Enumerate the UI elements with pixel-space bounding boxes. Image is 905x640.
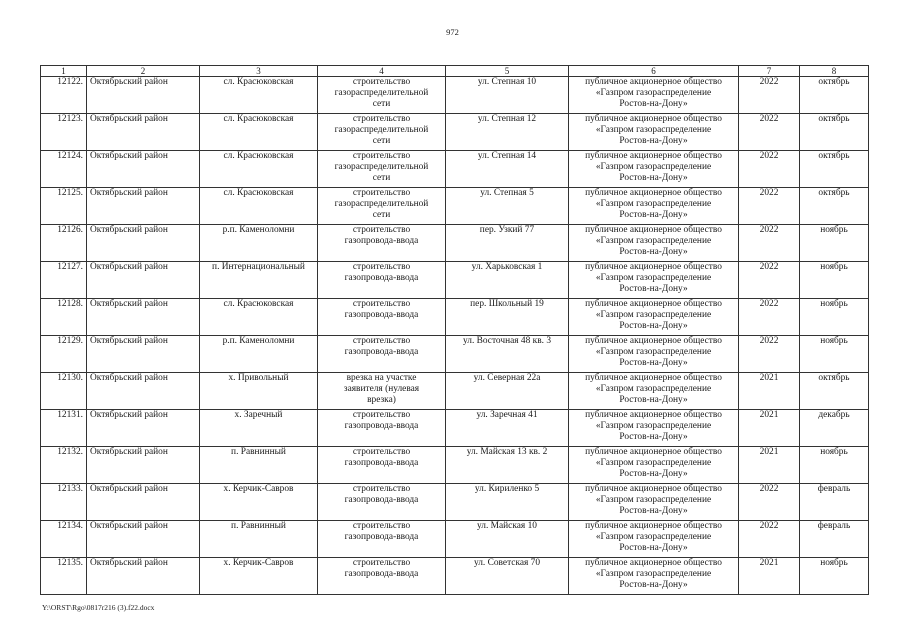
organization-cell bbox=[569, 373, 739, 410]
organization-cell-line: публичное акционерное общество bbox=[585, 225, 722, 235]
settlement-cell-line: х. Заречный bbox=[234, 410, 283, 420]
organization-cell-line: Ростов-на-Дону» bbox=[619, 432, 688, 442]
district-cell-line: Октябрьский район bbox=[90, 373, 168, 383]
work-type-cell-line: газопровода-ввода bbox=[344, 495, 419, 505]
address-cell bbox=[446, 410, 569, 447]
organization-cell-line: Ростов-на-Дону» bbox=[619, 543, 688, 553]
work-type-cell-line: газопровода-ввода bbox=[344, 532, 419, 542]
year-cell bbox=[739, 225, 800, 262]
settlement-cell-line: сл. Красюковская bbox=[223, 114, 294, 124]
row-number bbox=[41, 188, 87, 225]
settlement-cell bbox=[200, 151, 318, 188]
organization-cell-line: «Газпром газораспределение bbox=[595, 88, 712, 98]
address-cell-line: ул. Майская 10 bbox=[477, 521, 537, 531]
year-cell bbox=[739, 262, 800, 299]
table-row bbox=[41, 410, 869, 447]
address-cell-line: ул. Степная 10 bbox=[477, 77, 537, 87]
work-type-cell bbox=[318, 521, 446, 558]
work-type-cell bbox=[318, 373, 446, 410]
file-path-footer: Y:\ORST\Rgo\0817r216 (3).f22.docx bbox=[42, 603, 155, 612]
row-number bbox=[41, 410, 87, 447]
month-cell bbox=[800, 447, 869, 484]
organization-cell-line: «Газпром газораспределение bbox=[595, 273, 712, 283]
organization-cell-line: «Газпром газораспределение bbox=[595, 236, 712, 246]
month-cell bbox=[800, 558, 869, 595]
settlement-cell bbox=[200, 299, 318, 336]
address-cell-line: ул. Советская 70 bbox=[473, 558, 541, 568]
settlement-cell-line: р.п. Каменоломни bbox=[222, 336, 295, 346]
table-row bbox=[41, 188, 869, 225]
organization-cell bbox=[569, 521, 739, 558]
year-cell bbox=[739, 77, 800, 114]
row-number bbox=[41, 447, 87, 484]
address-cell bbox=[446, 77, 569, 114]
district-cell bbox=[87, 114, 200, 151]
year-cell-line: 2021 bbox=[759, 558, 779, 568]
address-cell bbox=[446, 262, 569, 299]
work-type-cell bbox=[318, 447, 446, 484]
work-type-cell-line: сети bbox=[372, 99, 391, 109]
column-header: 7 bbox=[739, 66, 800, 77]
year-cell-line: 2021 bbox=[759, 447, 779, 457]
month-cell-line: февраль bbox=[817, 484, 851, 494]
organization-cell bbox=[569, 262, 739, 299]
work-type-cell bbox=[318, 77, 446, 114]
settlement-cell bbox=[200, 410, 318, 447]
table-body bbox=[41, 77, 869, 595]
settlement-cell bbox=[200, 447, 318, 484]
organization-cell-line: «Газпром газораспределение bbox=[595, 532, 712, 542]
column-header: 2 bbox=[87, 66, 200, 77]
year-cell-line: 2021 bbox=[759, 410, 779, 420]
work-type-cell-line: врезка) bbox=[367, 395, 396, 405]
address-cell bbox=[446, 373, 569, 410]
address-cell-line: ул. Восточная 48 кв. 3 bbox=[462, 336, 552, 346]
organization-cell-line: публичное акционерное общество bbox=[585, 484, 722, 494]
work-type-cell-line: строительство bbox=[352, 299, 411, 309]
month-cell bbox=[800, 373, 869, 410]
row-number-line: 12125. bbox=[57, 188, 83, 198]
work-type-cell-line: сети bbox=[372, 136, 391, 146]
organization-cell-line: «Газпром газораспределение bbox=[595, 162, 712, 172]
address-cell-line: пер. Школьный 19 bbox=[470, 299, 544, 309]
work-type-cell-line: газораспределительной bbox=[334, 162, 429, 172]
district-cell bbox=[87, 373, 200, 410]
work-type-cell-line: газораспределительной bbox=[334, 125, 429, 135]
settlement-cell-line: сл. Красюковская bbox=[223, 151, 294, 161]
settlement-cell bbox=[200, 188, 318, 225]
work-type-cell-line: газопровода-ввода bbox=[344, 421, 419, 431]
district-cell bbox=[87, 521, 200, 558]
organization-cell-line: публичное акционерное общество bbox=[585, 410, 722, 420]
table-row bbox=[41, 447, 869, 484]
settlement-cell-line: р.п. Каменоломни bbox=[222, 225, 295, 235]
table-row bbox=[41, 262, 869, 299]
organization-cell bbox=[569, 336, 739, 373]
organization-cell-line: Ростов-на-Дону» bbox=[619, 99, 688, 109]
month-cell-line: октябрь bbox=[818, 77, 850, 87]
work-type-cell bbox=[318, 558, 446, 595]
organization-cell-line: Ростов-на-Дону» bbox=[619, 136, 688, 146]
row-number-line: 12122. bbox=[57, 77, 83, 87]
organization-cell bbox=[569, 225, 739, 262]
row-number bbox=[41, 262, 87, 299]
settlement-cell-line: сл. Красюковская bbox=[223, 77, 294, 87]
work-type-cell-line: газопровода-ввода bbox=[344, 458, 419, 468]
organization-cell-line: Ростов-на-Дону» bbox=[619, 358, 688, 368]
organization-cell-line: публичное акционерное общество bbox=[585, 521, 722, 531]
organization-cell-line: Ростов-на-Дону» bbox=[619, 247, 688, 257]
column-header: 6 bbox=[569, 66, 739, 77]
address-cell bbox=[446, 188, 569, 225]
row-number bbox=[41, 114, 87, 151]
district-cell bbox=[87, 225, 200, 262]
work-type-cell bbox=[318, 484, 446, 521]
address-cell-line: пер. Узкий 77 bbox=[479, 225, 535, 235]
row-number bbox=[41, 484, 87, 521]
organization-cell bbox=[569, 558, 739, 595]
year-cell bbox=[739, 188, 800, 225]
district-cell-line: Октябрьский район bbox=[90, 410, 168, 420]
district-cell bbox=[87, 484, 200, 521]
address-cell bbox=[446, 151, 569, 188]
settlement-cell-line: х. Керчик-Савров bbox=[223, 484, 294, 494]
address-cell bbox=[446, 336, 569, 373]
organization-cell-line: публичное акционерное общество bbox=[585, 299, 722, 309]
year-cell bbox=[739, 114, 800, 151]
district-cell bbox=[87, 151, 200, 188]
address-cell-line: ул. Кириленко 5 bbox=[474, 484, 540, 494]
row-number bbox=[41, 558, 87, 595]
district-cell-line: Октябрьский район bbox=[90, 77, 168, 87]
table-row bbox=[41, 151, 869, 188]
row-number-line: 12128. bbox=[57, 299, 83, 309]
work-type-cell bbox=[318, 188, 446, 225]
organization-cell-line: Ростов-на-Дону» bbox=[619, 210, 688, 220]
district-cell-line: Октябрьский район bbox=[90, 299, 168, 309]
year-cell bbox=[739, 410, 800, 447]
organization-cell-line: публичное акционерное общество bbox=[585, 336, 722, 346]
settlement-cell-line: п. Равнинный bbox=[231, 521, 286, 531]
settlement-cell bbox=[200, 336, 318, 373]
month-cell bbox=[800, 188, 869, 225]
row-number-line: 12133. bbox=[57, 484, 83, 494]
organization-cell-line: публичное акционерное общество bbox=[585, 558, 722, 568]
month-cell-line: октябрь bbox=[818, 373, 850, 383]
month-cell bbox=[800, 336, 869, 373]
row-number-line: 12126. bbox=[57, 225, 83, 235]
year-cell-line: 2022 bbox=[759, 299, 779, 309]
address-cell-line: ул. Северная 22а bbox=[473, 373, 541, 383]
organization-cell-line: Ростов-на-Дону» bbox=[619, 469, 688, 479]
district-cell-line: Октябрьский район bbox=[90, 262, 168, 272]
organization-cell-line: Ростов-на-Дону» bbox=[619, 284, 688, 294]
work-type-cell bbox=[318, 336, 446, 373]
organization-cell-line: Ростов-на-Дону» bbox=[619, 395, 688, 405]
column-header: 3 bbox=[200, 66, 318, 77]
settlement-cell bbox=[200, 225, 318, 262]
month-cell-line: ноябрь bbox=[820, 299, 848, 309]
settlement-cell-line: х. Керчик-Савров bbox=[223, 558, 294, 568]
row-number-line: 12131. bbox=[57, 410, 83, 420]
organization-cell bbox=[569, 77, 739, 114]
month-cell bbox=[800, 521, 869, 558]
address-cell bbox=[446, 447, 569, 484]
address-cell bbox=[446, 484, 569, 521]
row-number-line: 12134. bbox=[57, 521, 83, 531]
year-cell-line: 2022 bbox=[759, 151, 779, 161]
settlement-cell bbox=[200, 262, 318, 299]
work-type-cell-line: сети bbox=[372, 210, 391, 220]
work-type-cell-line: строительство bbox=[352, 410, 411, 420]
organization-cell-line: «Газпром газораспределение bbox=[595, 458, 712, 468]
district-cell-line: Октябрьский район bbox=[90, 336, 168, 346]
year-cell bbox=[739, 336, 800, 373]
district-cell bbox=[87, 447, 200, 484]
work-type-cell-line: газопровода-ввода bbox=[344, 310, 419, 320]
year-cell bbox=[739, 373, 800, 410]
month-cell bbox=[800, 299, 869, 336]
month-cell bbox=[800, 262, 869, 299]
year-cell bbox=[739, 151, 800, 188]
row-number-line: 12124. bbox=[57, 151, 83, 161]
column-header: 4 bbox=[318, 66, 446, 77]
address-cell bbox=[446, 521, 569, 558]
organization-cell-line: «Газпром газораспределение bbox=[595, 199, 712, 209]
district-cell bbox=[87, 299, 200, 336]
month-cell bbox=[800, 151, 869, 188]
year-cell bbox=[739, 521, 800, 558]
row-number-line: 12130. bbox=[57, 373, 83, 383]
district-cell-line: Октябрьский район bbox=[90, 484, 168, 494]
address-cell-line: ул. Степная 12 bbox=[477, 114, 537, 124]
table-row bbox=[41, 114, 869, 151]
work-type-cell bbox=[318, 151, 446, 188]
organization-cell-line: публичное акционерное общество bbox=[585, 151, 722, 161]
month-cell-line: октябрь bbox=[818, 188, 850, 198]
district-cell bbox=[87, 188, 200, 225]
month-cell bbox=[800, 77, 869, 114]
work-type-cell-line: газопровода-ввода bbox=[344, 569, 419, 579]
district-cell-line: Октябрьский район bbox=[90, 558, 168, 568]
work-type-cell bbox=[318, 262, 446, 299]
row-number bbox=[41, 151, 87, 188]
district-cell bbox=[87, 558, 200, 595]
organization-cell-line: публичное акционерное общество bbox=[585, 188, 722, 198]
year-cell-line: 2022 bbox=[759, 336, 779, 346]
settlement-cell bbox=[200, 373, 318, 410]
organization-cell-line: «Газпром газораспределение bbox=[595, 347, 712, 357]
settlement-cell-line: п. Равнинный bbox=[231, 447, 286, 457]
work-type-cell-line: газопровода-ввода bbox=[344, 347, 419, 357]
address-cell-line: ул. Степная 5 bbox=[480, 188, 534, 198]
settlement-cell bbox=[200, 77, 318, 114]
settlement-cell bbox=[200, 484, 318, 521]
district-cell bbox=[87, 336, 200, 373]
district-cell bbox=[87, 410, 200, 447]
work-type-cell-line: заявителя (нулевая bbox=[343, 384, 420, 394]
month-cell bbox=[800, 114, 869, 151]
year-cell bbox=[739, 484, 800, 521]
page-number: 972 bbox=[446, 27, 459, 37]
year-cell-line: 2022 bbox=[759, 225, 779, 235]
work-type-cell bbox=[318, 410, 446, 447]
address-cell bbox=[446, 299, 569, 336]
column-number-row bbox=[41, 66, 869, 77]
settlement-cell-line: сл. Красюковская bbox=[223, 188, 294, 198]
organization-cell-line: публичное акционерное общество bbox=[585, 262, 722, 272]
row-number-line: 12129. bbox=[57, 336, 83, 346]
district-cell-line: Октябрьский район bbox=[90, 447, 168, 457]
table-row bbox=[41, 336, 869, 373]
column-header: 8 bbox=[800, 66, 869, 77]
month-cell bbox=[800, 225, 869, 262]
row-number-line: 12127. bbox=[57, 262, 83, 272]
organization-cell-line: Ростов-на-Дону» bbox=[619, 321, 688, 331]
row-number-line: 12132. bbox=[57, 447, 83, 457]
table-row bbox=[41, 373, 869, 410]
work-type-cell bbox=[318, 225, 446, 262]
work-type-cell-line: строительство bbox=[352, 188, 411, 198]
district-cell-line: Октябрьский район bbox=[90, 114, 168, 124]
row-number bbox=[41, 373, 87, 410]
table-row bbox=[41, 225, 869, 262]
district-cell-line: Октябрьский район bbox=[90, 151, 168, 161]
row-number bbox=[41, 521, 87, 558]
settlement-cell-line: п. Интернациональный bbox=[212, 262, 305, 272]
organization-cell-line: «Газпром газораспределение bbox=[595, 495, 712, 505]
work-type-cell-line: строительство bbox=[352, 114, 411, 124]
address-cell bbox=[446, 225, 569, 262]
row-number bbox=[41, 77, 87, 114]
settlement-cell-line: х. Привольный bbox=[228, 373, 289, 383]
organization-cell-line: «Газпром газораспределение bbox=[595, 569, 712, 579]
work-type-cell-line: строительство bbox=[352, 77, 411, 87]
address-cell bbox=[446, 114, 569, 151]
organization-cell-line: публичное акционерное общество bbox=[585, 114, 722, 124]
row-number bbox=[41, 336, 87, 373]
district-cell bbox=[87, 262, 200, 299]
table-row bbox=[41, 77, 869, 114]
year-cell bbox=[739, 558, 800, 595]
month-cell-line: ноябрь bbox=[820, 225, 848, 235]
work-type-cell-line: газораспределительной bbox=[334, 199, 429, 209]
month-cell-line: октябрь bbox=[818, 151, 850, 161]
work-type-cell-line: строительство bbox=[352, 336, 411, 346]
organization-cell-line: Ростов-на-Дону» bbox=[619, 580, 688, 590]
work-type-cell-line: газопровода-ввода bbox=[344, 273, 419, 283]
row-number bbox=[41, 225, 87, 262]
settlement-cell bbox=[200, 558, 318, 595]
address-cell-line: ул. Заречная 41 bbox=[476, 410, 538, 420]
settlement-cell bbox=[200, 521, 318, 558]
address-cell-line: ул. Степная 14 bbox=[477, 151, 537, 161]
organization-cell bbox=[569, 410, 739, 447]
work-type-cell-line: строительство bbox=[352, 558, 411, 568]
work-type-cell bbox=[318, 114, 446, 151]
table-row bbox=[41, 558, 869, 595]
address-cell-line: ул. Майская 13 кв. 2 bbox=[466, 447, 548, 457]
month-cell bbox=[800, 484, 869, 521]
organization-cell-line: публичное акционерное общество bbox=[585, 77, 722, 87]
year-cell-line: 2021 bbox=[759, 373, 779, 383]
organization-cell-line: «Газпром газораспределение bbox=[595, 125, 712, 135]
work-type-cell-line: врезка на участке bbox=[346, 373, 417, 383]
month-cell-line: октябрь bbox=[818, 114, 850, 124]
month-cell-line: декабрь bbox=[818, 410, 850, 420]
year-cell-line: 2022 bbox=[759, 77, 779, 87]
settlement-cell bbox=[200, 114, 318, 151]
table-row bbox=[41, 484, 869, 521]
row-number bbox=[41, 299, 87, 336]
organization-cell bbox=[569, 299, 739, 336]
district-cell bbox=[87, 77, 200, 114]
year-cell bbox=[739, 447, 800, 484]
organization-cell-line: Ростов-на-Дону» bbox=[619, 173, 688, 183]
month-cell-line: февраль bbox=[817, 521, 851, 531]
district-cell-line: Октябрьский район bbox=[90, 188, 168, 198]
settlement-cell-line: сл. Красюковская bbox=[223, 299, 294, 309]
organization-cell-line: «Газпром газораспределение bbox=[595, 384, 712, 394]
district-cell-line: Октябрьский район bbox=[90, 521, 168, 531]
work-type-cell-line: строительство bbox=[352, 225, 411, 235]
organization-cell-line: «Газпром газораспределение bbox=[595, 310, 712, 320]
work-type-cell-line: строительство bbox=[352, 484, 411, 494]
organization-cell-line: публичное акционерное общество bbox=[585, 447, 722, 457]
month-cell-line: ноябрь bbox=[820, 336, 848, 346]
organization-cell bbox=[569, 447, 739, 484]
address-cell-line: ул. Харьковская 1 bbox=[471, 262, 543, 272]
address-cell bbox=[446, 558, 569, 595]
column-header: 5 bbox=[446, 66, 569, 77]
table-row bbox=[41, 521, 869, 558]
table-row bbox=[41, 299, 869, 336]
work-type-cell-line: строительство bbox=[352, 262, 411, 272]
work-type-cell-line: строительство bbox=[352, 447, 411, 457]
month-cell bbox=[800, 410, 869, 447]
year-cell-line: 2022 bbox=[759, 484, 779, 494]
organization-cell bbox=[569, 151, 739, 188]
organization-cell bbox=[569, 188, 739, 225]
work-type-cell-line: газораспределительной bbox=[334, 88, 429, 98]
registry-table bbox=[40, 65, 869, 595]
year-cell-line: 2022 bbox=[759, 114, 779, 124]
row-number-line: 12123. bbox=[57, 114, 83, 124]
work-type-cell-line: строительство bbox=[352, 521, 411, 531]
organization-cell-line: «Газпром газораспределение bbox=[595, 421, 712, 431]
organization-cell-line: публичное акционерное общество bbox=[585, 373, 722, 383]
organization-cell bbox=[569, 114, 739, 151]
organization-cell-line: Ростов-на-Дону» bbox=[619, 506, 688, 516]
district-cell-line: Октябрьский район bbox=[90, 225, 168, 235]
month-cell-line: ноябрь bbox=[820, 262, 848, 272]
year-cell-line: 2022 bbox=[759, 521, 779, 531]
work-type-cell-line: строительство bbox=[352, 151, 411, 161]
work-type-cell bbox=[318, 299, 446, 336]
month-cell-line: ноябрь bbox=[820, 558, 848, 568]
column-header: 1 bbox=[41, 66, 87, 77]
year-cell bbox=[739, 299, 800, 336]
row-number-line: 12135. bbox=[57, 558, 83, 568]
year-cell-line: 2022 bbox=[759, 188, 779, 198]
month-cell-line: ноябрь bbox=[820, 447, 848, 457]
work-type-cell-line: газопровода-ввода bbox=[344, 236, 419, 246]
organization-cell bbox=[569, 484, 739, 521]
work-type-cell-line: сети bbox=[372, 173, 391, 183]
year-cell-line: 2022 bbox=[759, 262, 779, 272]
